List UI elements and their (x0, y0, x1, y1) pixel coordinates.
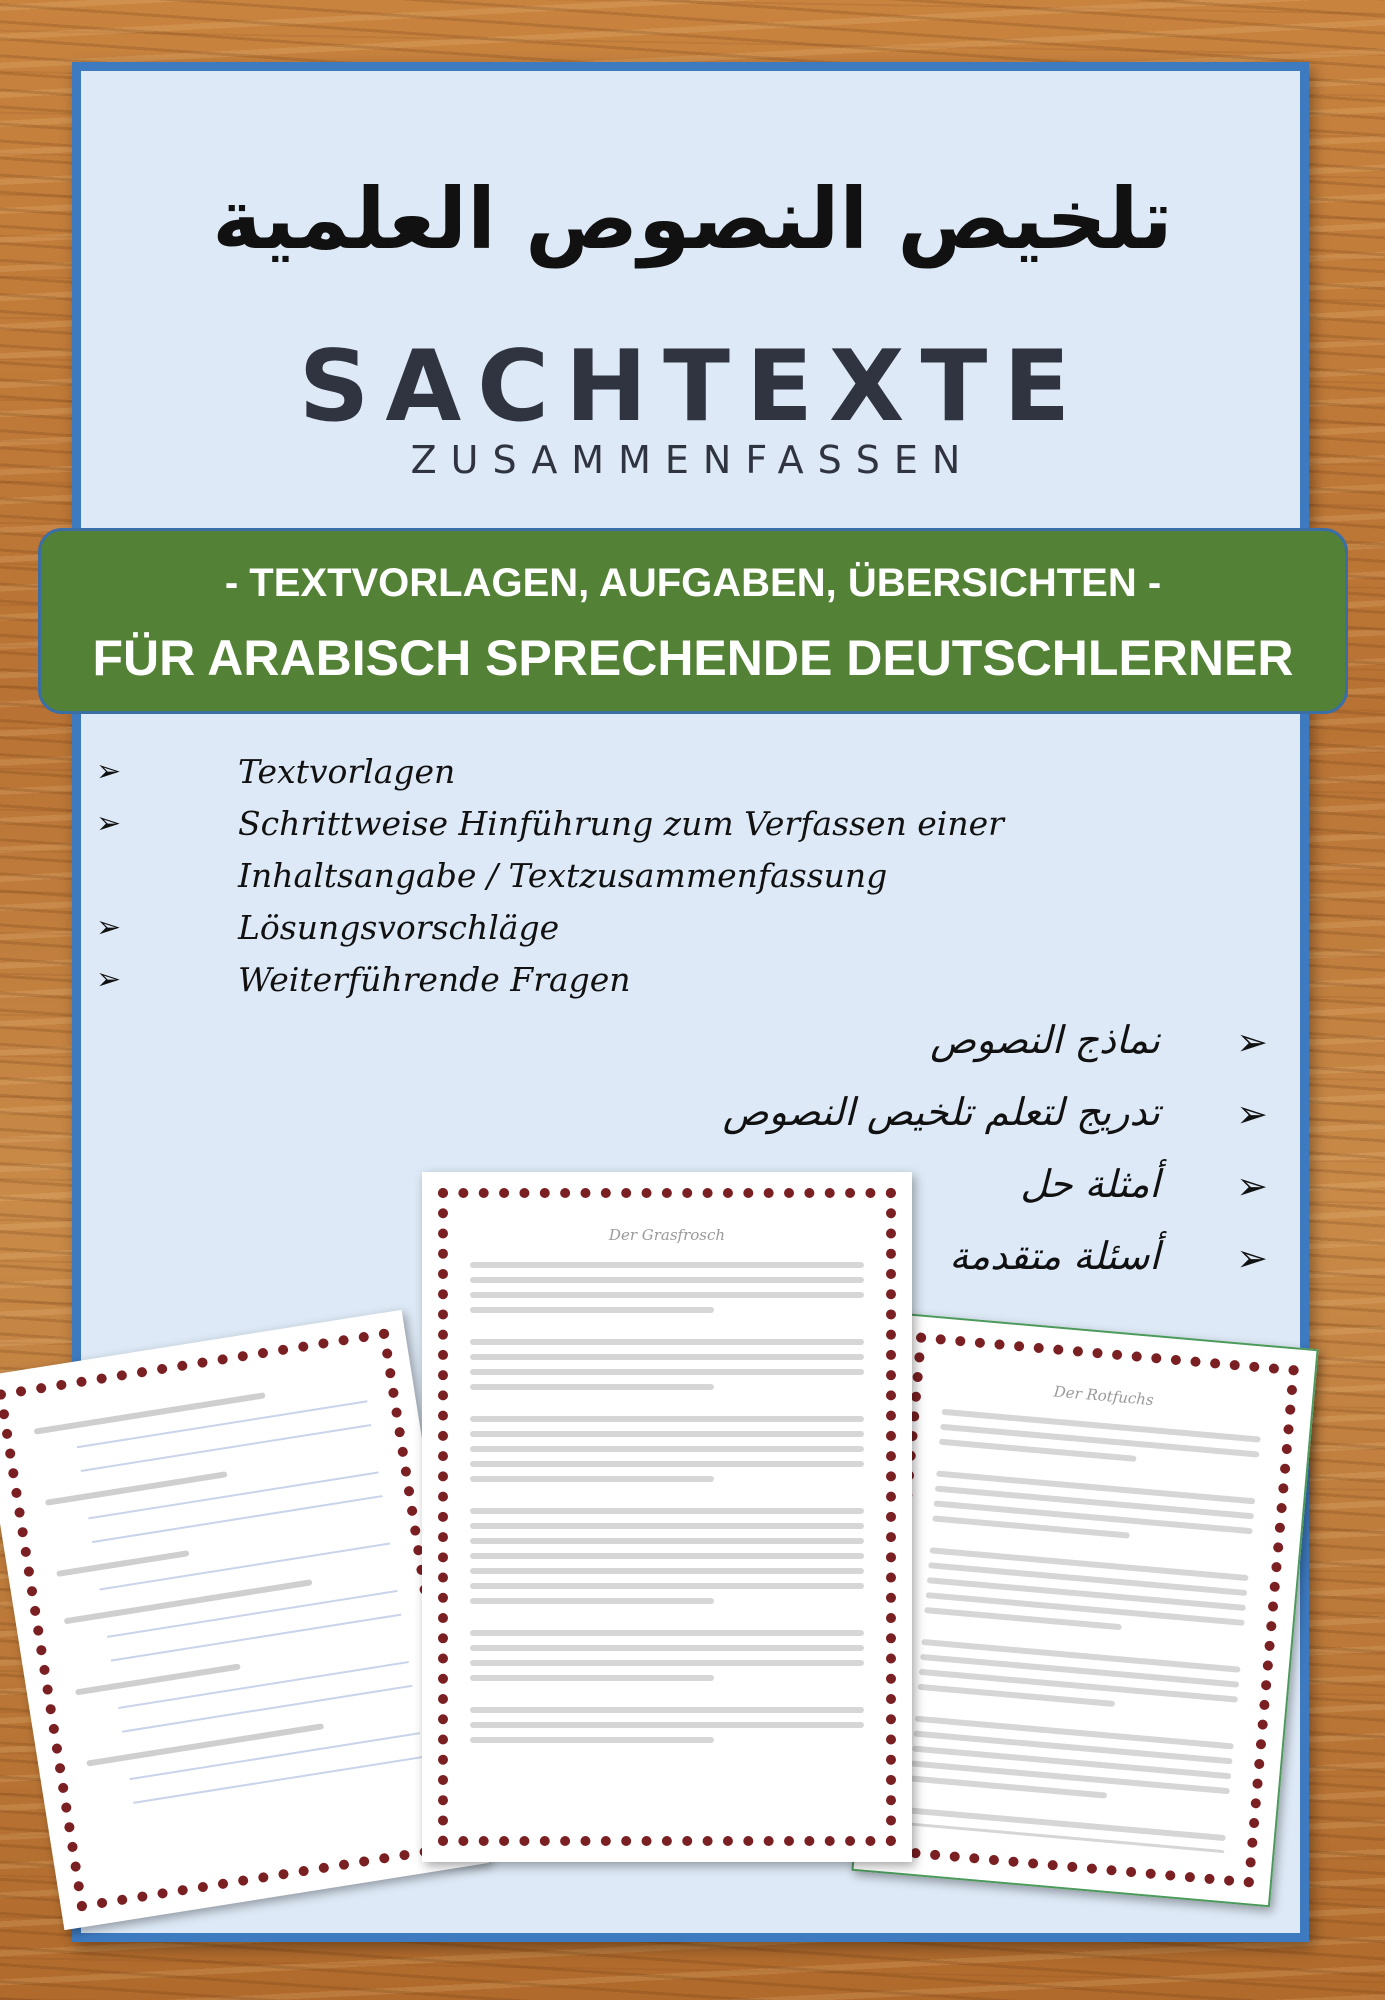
list-item-text: Weiterführende Fragen (238, 960, 631, 999)
list-item-continuation (96, 856, 1156, 908)
list-item-text: Inhaltsangabe / Textzusammenfassung (238, 856, 888, 895)
arrow-bullet-icon: ➢ (1236, 1236, 1268, 1280)
arrow-bullet-icon: ➢ (1236, 1092, 1268, 1136)
green-banner (38, 528, 1348, 714)
page-content (32, 1365, 434, 1876)
list-item (96, 908, 1156, 960)
preview-page-left (0, 1310, 489, 1930)
list-item-text: تدريج لتعلم تلخيص النصوص (722, 1090, 1160, 1134)
list-item (96, 804, 1156, 856)
banner-line-1: - TEXTVORLAGEN, AUFGABEN, ÜBERSICHTEN - (224, 561, 1162, 605)
list-item-text: أسئلة متقدمة (949, 1234, 1160, 1278)
list-item (96, 960, 1156, 1012)
list-item (600, 1090, 1290, 1162)
arrow-bullet-icon: ➢ (1236, 1020, 1268, 1064)
arrow-bullet-icon: ➢ (96, 806, 122, 841)
preview-page-right (851, 1313, 1318, 1907)
german-feature-list (96, 752, 1156, 1012)
list-item-text: أمثلة حل (1020, 1162, 1160, 1206)
subtitle: ZUSAMMENFASSEN (410, 438, 975, 482)
main-title: SACHTEXTE (298, 330, 1087, 444)
banner-line-2: FÜR ARABISCH SPRECHENDE DEUTSCHLERNER (92, 630, 1294, 686)
list-item-text: Textvorlagen (238, 752, 456, 791)
list-item-text: Lösungsvorschläge (238, 908, 560, 947)
list-item-text: Schrittweise Hinführung zum Verfassen einer (238, 804, 1004, 843)
preview-title: Der Rotfuchs (1053, 1382, 1155, 1410)
list-item (600, 1018, 1290, 1090)
page-content (470, 1220, 864, 1814)
arrow-bullet-icon: ➢ (96, 910, 122, 945)
list-item (96, 752, 1156, 804)
arrow-bullet-icon: ➢ (1236, 1164, 1268, 1208)
preview-page-center (422, 1172, 912, 1862)
list-item-text: نماذج النصوص (930, 1018, 1160, 1062)
page-content (906, 1367, 1265, 1853)
arrow-bullet-icon: ➢ (96, 962, 122, 997)
arabic-title: تلخيص النصوص العلمية (212, 170, 1173, 268)
arrow-bullet-icon: ➢ (96, 754, 122, 789)
preview-title: Der Grasfrosch (608, 1226, 726, 1244)
